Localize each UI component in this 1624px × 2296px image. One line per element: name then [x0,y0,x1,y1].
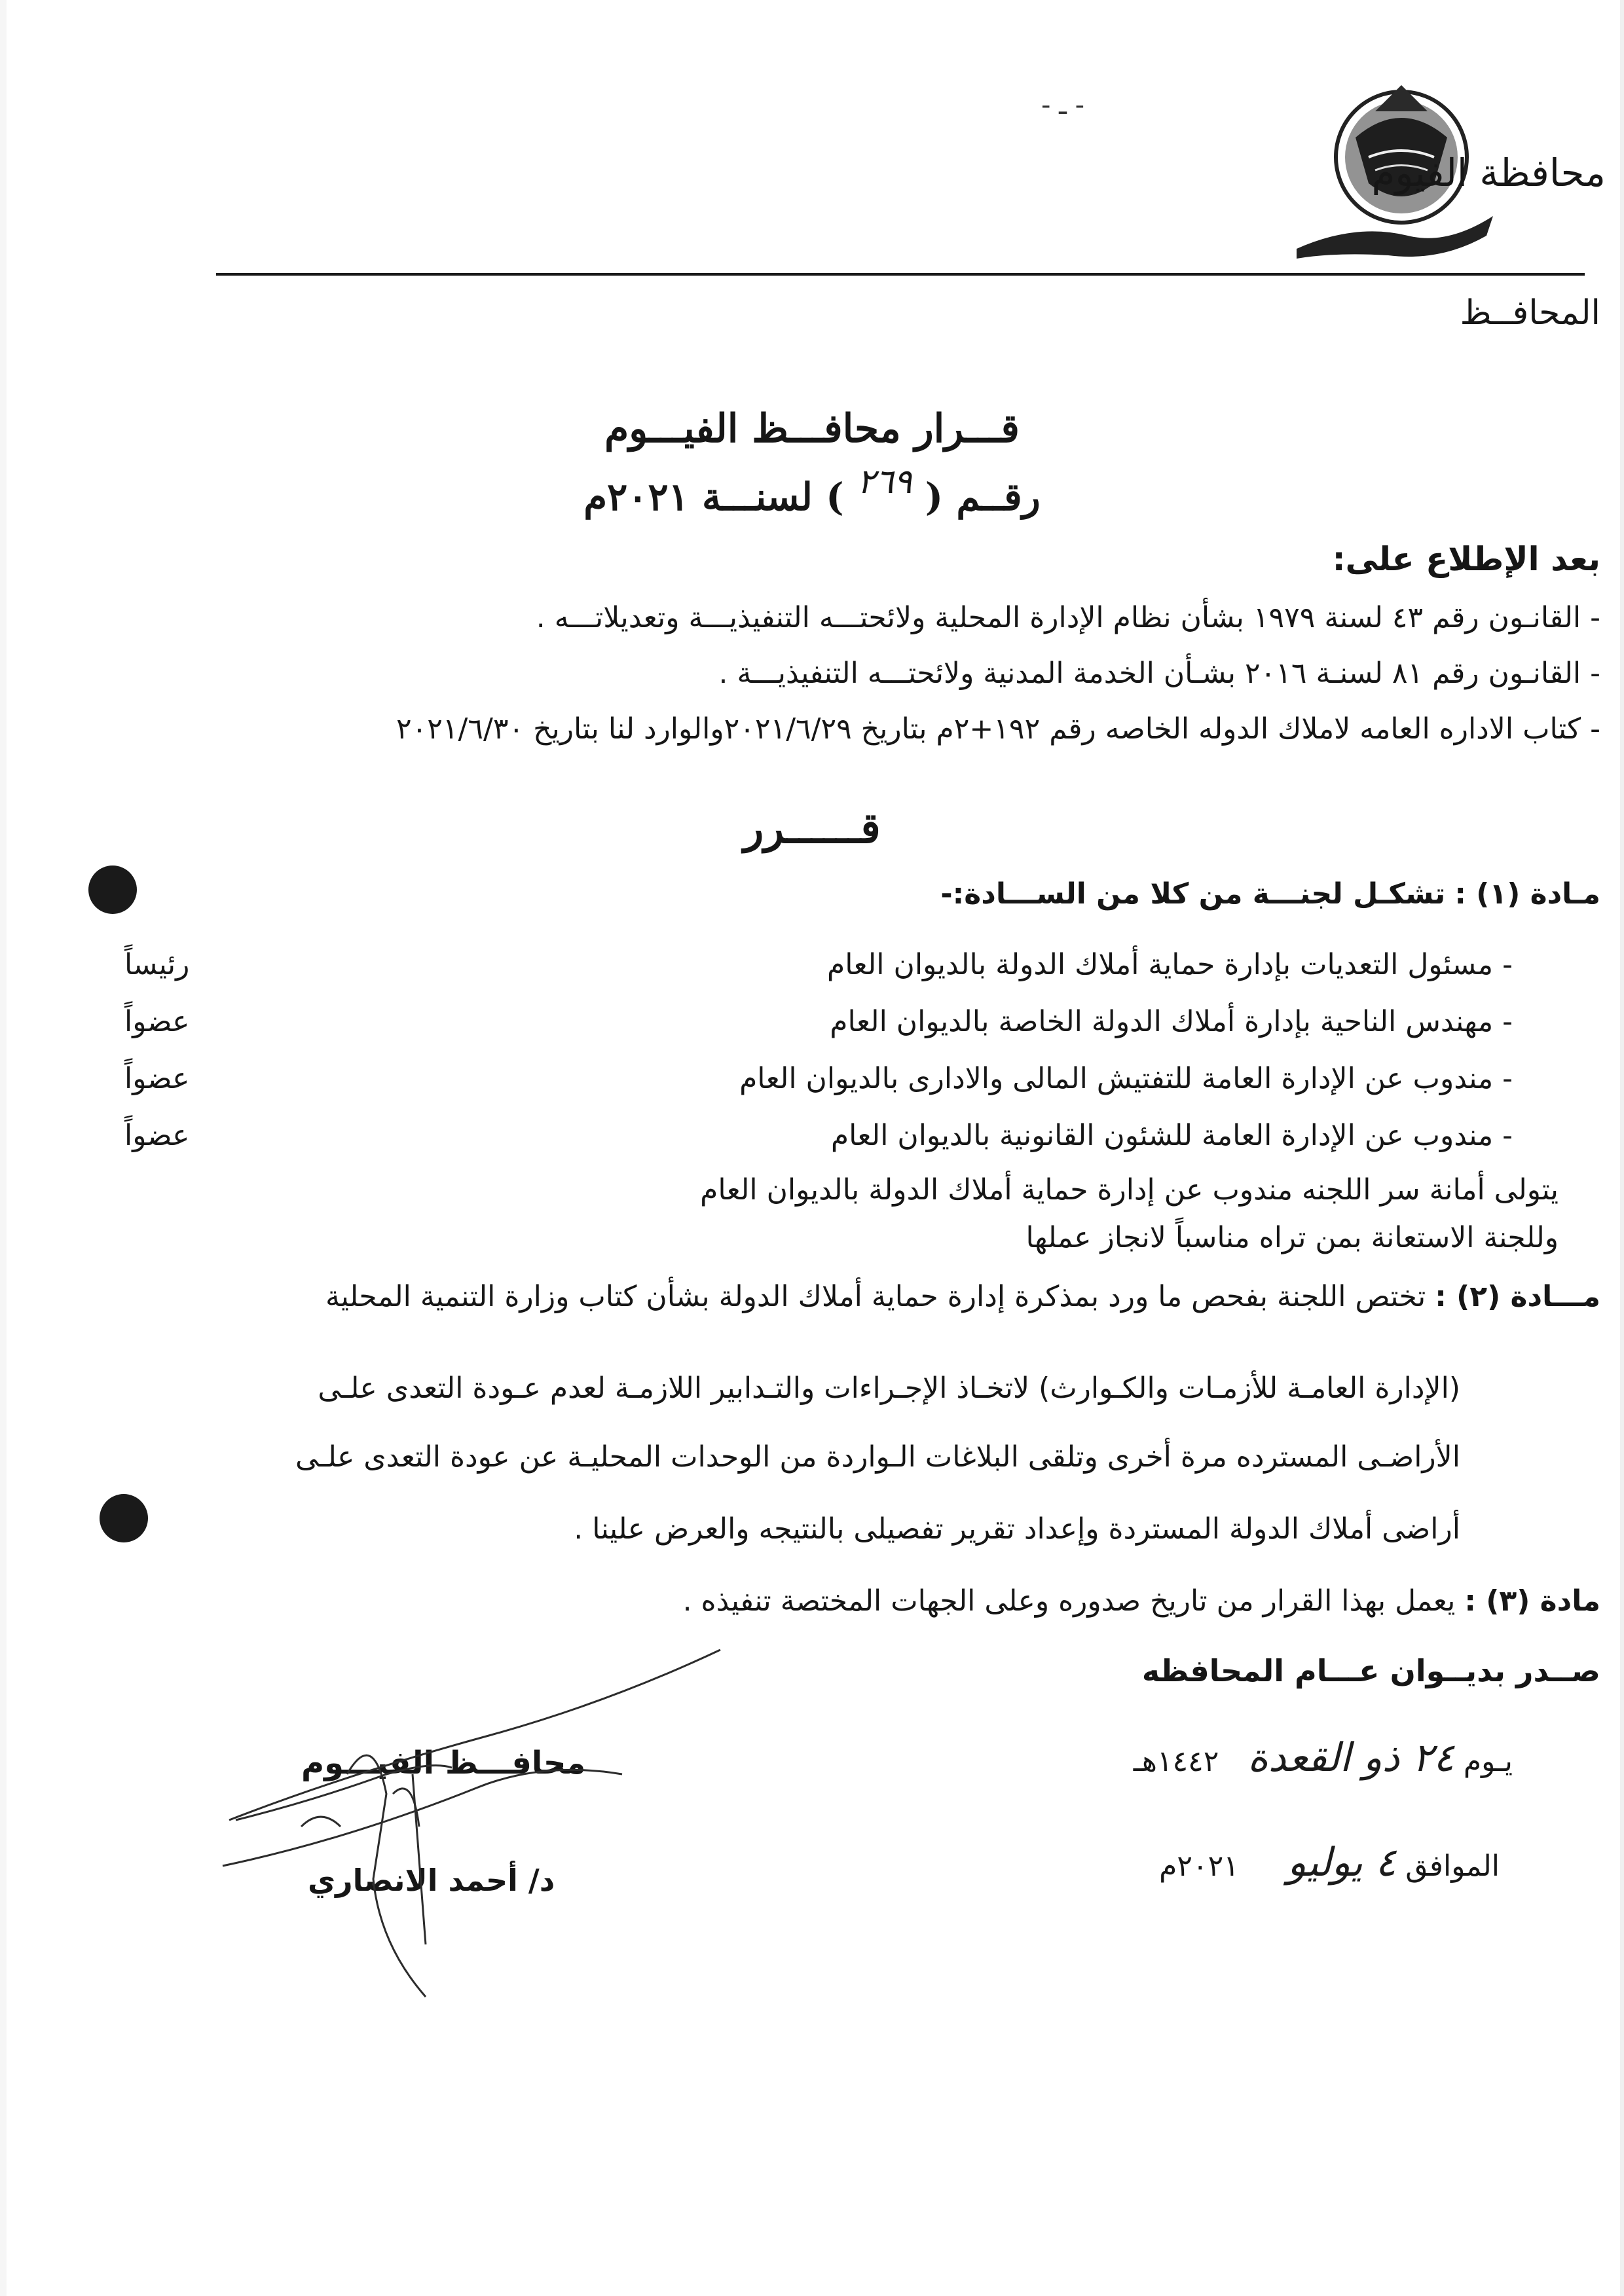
punch-hole-bottom [100,1494,148,1542]
decree-title: قـــرار محافـــظ الفيـــوم [604,406,1020,452]
article-3-heading [683,1584,1600,1618]
article-2-line-1: تختص اللجنة بفحص ما ورد بمذكرة إدارة حماية أملاك الدولة بشأن كتاب وزارة التنمية المحلية [325,1280,1426,1313]
issued-at-line: صــدر بديــوان عـــام المحافظه [1141,1653,1600,1688]
reference-law-2: - القانـون رقم ٨١ لسنـة ٢٠١٦ بشـأن الخدمة المدنية ولائحتـــه التنفيذيـــة . [718,657,1600,690]
member-2-role: عضواً [124,1005,190,1038]
gregorian-year: ٢٠٢١م [1159,1850,1239,1883]
governorate-name: محافظة الفيوم [1371,151,1606,195]
member-1-role: رئيساً [124,948,190,981]
punch-hole-top [88,866,137,914]
article-1-text: تشكـل لجنـــة من كلا من الســـادة:- [940,877,1446,911]
decision-heading: قــــــرر [743,804,881,853]
article-1-label: مـادة (١) : [1454,877,1600,911]
decree-number-prefix: رقــم ( [925,475,1041,519]
decree-number-handwritten: ٢٦٩ [857,462,912,501]
decree-number-suffix: ) لسنـــة ٢٠٢١م [583,475,844,519]
hijri-date-line [1134,1735,1513,1781]
member-4-title: - مندوب عن الإدارة العامة للشئون القانونية بالديوان العام [830,1119,1513,1152]
article-3-label: مادة (٣) : [1464,1584,1600,1618]
hijri-day-prefix: يـوم [1463,1745,1513,1778]
member-1-title: - مسئول التعديات بإدارة حماية أملاك الدولة بالديوان العام [827,948,1513,981]
reference-letter: - كتاب الاداره العامه لاملاك الدوله الخاصه رقم ١٩٢+٢م بتاريخ ٢٠٢١/٦/٢٩والوارد لنا بتاريخ ٢٠٢١/٦/٣٠ [396,712,1600,746]
member-2-title: - مهندس الناحية بإدارة أملاك الدولة الخاصة بالديوان العام [830,1005,1513,1038]
scan-edge-right [1620,0,1624,2296]
article-2-heading [325,1280,1600,1313]
article-2-line-3: الأراضـى المسترده مرة أخرى وتلقى البلاغات الـواردة من الوحدات المحليـة عن عودة التعدى علـى [295,1440,1460,1474]
article-2-label: مـــادة (٢) : [1435,1280,1600,1313]
article-1-heading [940,877,1600,911]
article-1-assistance: وللجنة الاستعانة بمن تراه مناسباً لانجاز عملها [1025,1221,1559,1254]
article-2-line-2: (الإدارة العامـة للأزمـات والكـوارث) لاتخـاذ الإجـراءات والتـدابير اللازمـة لعدم عـودة التعدى علـى [318,1372,1460,1405]
preamble-intro: بعد الإطلاع على: [1332,540,1600,578]
reference-law-1: - القانـون رقم ٤٣ لسنة ١٩٧٩ بشأن نظام الإدارة المحلية ولائحتـــه التنفيذيـــة وتعديلاتـــه . [536,601,1600,634]
gregorian-prefix: الموافق [1405,1850,1500,1883]
hijri-date-handwritten: ٢٤ ذو القعدة [1247,1735,1454,1781]
article-2-line-4: أراضى أملاك الدولة المستردة وإعداد تقرير تفصيلى بالنتيجه والعرض علينا . [574,1512,1460,1546]
signatory-title: محافـــظ الفيـــوم [301,1745,586,1781]
gregorian-date-line [1159,1840,1500,1886]
article-3-text: يعمل بهذا القرار من تاريخ صدوره وعلى الجهات المختصة تنفيذه . [682,1584,1456,1618]
office-label: المحافــظ [1460,293,1600,333]
decree-number-line [0,462,1624,519]
scan-edge-left [0,0,7,2296]
signatory-name: د/ أحمد الانصاري [308,1863,555,1898]
member-3-title: - مندوب عن الإدارة العامة للتفتيش المالى والادارى بالديوان العام [739,1062,1513,1095]
handwritten-signature-icon [216,1578,727,2010]
member-3-role: عضواً [124,1062,190,1095]
member-4-role: عضواً [124,1119,190,1152]
article-1-secretariat: يتولى أمانة سر اللجنه مندوب عن إدارة حماية أملاك الدولة بالديوان العام [700,1173,1559,1207]
hijri-year: ١٤٤٢هـ [1133,1745,1219,1778]
header-divider [216,273,1585,276]
top-mark: - ـ - [1041,90,1085,120]
gregorian-date-handwritten: ٤ يوليو [1287,1840,1397,1886]
